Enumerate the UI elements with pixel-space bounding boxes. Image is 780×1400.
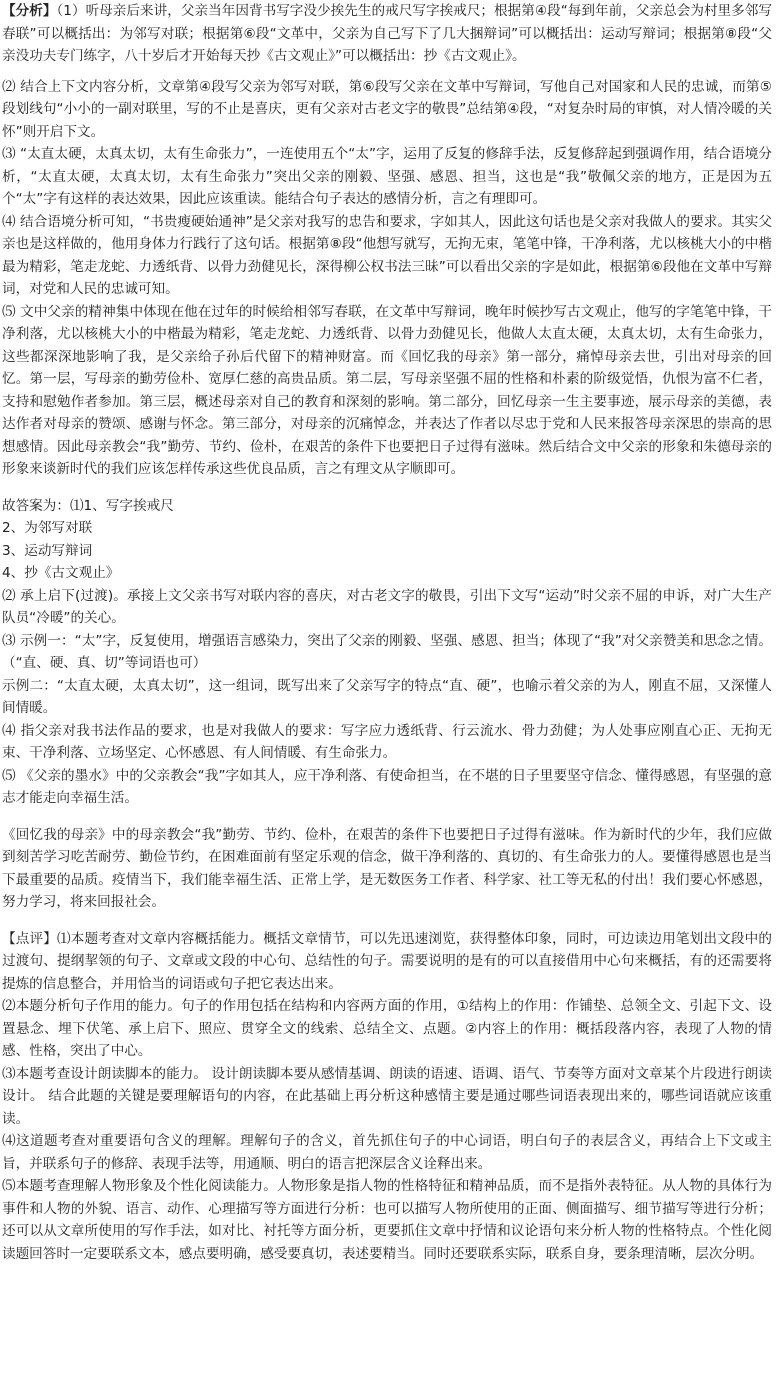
analysis-paragraph-1: 【分析】（1）听母亲后来讲，父亲当年因背书写字没少挨先生的戒尺写字挨戒尺；根据第④段“每到年前，父亲总会为村里多邻写春联”可以概括出：为邻写对联；根据第⑥段“文革中，父亲为自己写下了几大捆辩词”可以概括出：运动写辩词；根据第⑧段“父亲没功夫专门练字，八十岁后才开始每天抄《古文观止》”可以概括出：抄《古文观止》。 (2, 3, 773, 64)
analysis-paragraph-3: ⑶ “太直太硬，太真太切，太有生命张力”，一连使用五个“太”字，运用了反复的修辞手法，反复修辞起到强调作用，结合语境分析，“太直太硬，太真太切，太有生命张力”突出父亲的刚毅、坚强、感恩、担当，这也是“我”敬佩父亲的地方，正是因为五个“太”字有这样的表达效果，因此应该重读。能结合句子表达的感情分析，言之有理即可。 (2, 146, 772, 207)
commentary-paragraph-3: ⑶本题考查设计朗读脚本的能力。 设计朗读脚本要从感情基调、朗读的语速、语调、语气、节奏等方面对文章某个片段进行朗读设计。 结合此题的关键是要理解语句的内容，在此基础上再分析这种感情主要是通过哪些词语表现出来的，哪些词语就应该重读。 (2, 1065, 772, 1127)
answer-line-6: ⑶ 示例一：“太”字，反复使用，增强语言感染力，突出了父亲的刚毅、坚强、感恩、担当；体现了“我”对父亲赞美和思念之情。（“直、硬、真、切”等词语也可） (2, 632, 772, 671)
commentary-paragraph-4: ⑷这道题考查对重要语句含义的理解。理解句子的含义，首先抓住句子的中心词语，明白句子的表层含义，再结合上下文或主旨，并联系句子的修辞、表现手法等，用通顺、明白的语言把深层含义诠释出来。 (2, 1133, 772, 1172)
answer-line-1: 故答案为：⑴1、写字挨戒尺 (2, 497, 174, 514)
analysis-section (2, 0, 772, 481)
commentary-paragraph-5: ⑸本题考查理解人物形象及个性化阅读能力。人物形象是指人物的性格特征和精神品质，而不是指外表特征。从人物的具体行为事件和人物的外貌、语言、动作、心理描写等方面进行分析：也可以描写人物所使用的正面、侧面描写、细节描写等进行分析；还可以从文章所使用的写作手法，如对比、衬托等方面分析，更要抓住文章中抒情和议论语句来分析人物的性格特点。个性化阅读题回答时一定要联系文本，感点要明确，感受要真切，表述要精当。同时还要联系实际，联系自身，要条理清晰，层次分明。 (2, 1178, 772, 1262)
analysis-paragraph-4: ⑷ 结合语境分析可知，“书贵瘦硬始通神”是父亲对我写的忠告和要求，字如其人，因此这句话也是父亲对我做人的要求。其实父亲也是这样做的，他用身体力行践行了这句话。根据第⑧段“他想写就写，无拘无束，笔笔中锋，干净利落，尤以核桃大小的中楷最为精彩，笔走龙蛇、力透纸背、以骨力劲健见长，深得柳公权书法三昧”可以看出父亲的字是如此，根据第⑥段他在文革中写辩词，对党和人民的忠诚可知。 (2, 213, 772, 297)
analysis-label: 【分析】 (2, 3, 57, 19)
answer-line-7: 示例二：“太直太硬，太真太切”，这一组词，既写出来了父亲写字的特点“直、硬”，也喻示着父亲的为人，刚直不屈，又深懂人间情暖。 (2, 677, 772, 716)
analysis-paragraph-2: ⑵ 结合上下文内容分析，文章第④段写父亲为邻写对联，第⑥段写父亲在文革中写辩词，写他自己对国家和人民的忠诚，而第⑤段划线句“小小的一副对联里，写的不止是喜庆，更有父亲对古老文字的敬畏”总结第④段，“对复杂时局的审慎，对人情冷暖的关怀”则开启下文。 (2, 78, 772, 140)
answer-line-4: 4、抄《古文观止》 (2, 565, 120, 581)
answer-line-8: ⑷ 指父亲对我书法作品的要求，也是对我做人的要求：写字应力透纸背、行云流水、骨力劲健；为人处事应刚直心正、无拘无束、干净利落、立场坚定、心怀感恩、有人间情暖、有生命张力。 (2, 722, 772, 761)
commentary-section (2, 928, 772, 1266)
answer-closing: 《回忆我的母亲》中的母亲教会“我”勤劳、节约、俭朴，在艰苦的条件下也要把日子过得有滋味。作为新时代的少年，我们应做到刻苦学习吃苦耐劳、勤俭节约，在困难面前有坚定乐观的信念，做干净利落的、真切的、有生命张力的人。要懂得感恩也是当下最重要的品质。疫情当下，我们能幸福生活、正常上学，是无数医务工作者、科学家、社工等无私的付出！我们要心怀感恩，努力学习，将来回报社会。 (2, 826, 772, 910)
commentary-paragraph-2: ⑵本题分析句子作用的能力。句子的作用包括在结构和内容两方面的作用，①结构上的作用：作铺垫、总领全文、引起下文、设置悬念、埋下伏笔、承上启下、照应、贯穿全文的线索、总结全文、点题。②内容上的作用：概括段落内容，表现了人物的情感、性格，突出了中心。 (2, 998, 772, 1059)
analysis-paragraph-5: ⑸ 文中父亲的精神集中体现在他在过年的时候给相邻写春联，在文革中写辩词，晚年时候抄写古文观止，他写的字笔笔中锋，干净利落，尤以核桃大小的中楷最为精彩，笔走龙蛇、力透纸背、以骨力劲健见长，他做人太直太硬，太真太切，太有生命张力，这些都深深地影响了我，是父亲给子孙后代留下的精神财富。而《回忆我的母亲》第一部分，痛悼母亲去世，引出对母亲的回忆。第一层，写母亲的勤劳俭朴、宽厚仁慈的高贵品质。第二层，写母亲坚强不屈的性格和朴素的阶级觉悟，仇恨为富不仁者，支持和慰勉作者参加。第三层，概述母亲对自己的教育和深刻的影响。第二部分，回忆母亲一生主要事迹，展示母亲的美德，表达作者对母亲的赞颂、感谢与怀念。第三部分，对母亲的沉痛悼念，并表达了作者以尽忠于党和人民来报答母亲深思的崇高的思想感情。因此母亲教会“我”勤劳、节约、俭朴，在艰苦的条件下也要把日子过得有滋味。然后结合文中父亲的形象和朱德母亲的形象来谈新时代的我们应该怎样传承这些优良品质，言之有理文从字顺即可。 (2, 303, 772, 477)
answer-line-3: 3、运动写辩词 (2, 542, 93, 559)
answer-line-9: ⑸ 《父亲的墨水》中的父亲教会“我”字如其人，应干净利落、有使命担当，在不堪的日子里要坚守信念、懂得感恩，有坚强的意志才能走向幸福生活。 (2, 767, 772, 806)
answer-section (2, 495, 772, 914)
answer-line-5: ⑵ 承上启下(过渡)。承接上文父亲书写对联内容的喜庆，对古老文字的敬畏，引出下文写“运动”时父亲不屈的申诉，对广大生产队员“冷暖”的关心。 (2, 587, 772, 626)
answer-line-2: 2、为邻写对联 (2, 520, 93, 536)
commentary-paragraph-1: 【点评】⑴本题考查对文章内容概括能力。概括文章情节，可以先迅速浏览，获得整体印象，同时，可边读边用笔划出文段中的过渡句、提纲挈领的句子、文章或文段的中心句、总结性的句子。需要说明的是有的可以直接借用中心句来概括，有的还需要将提炼的信息整合，并用恰当的词语或句子把它表达出来。 (2, 930, 772, 992)
